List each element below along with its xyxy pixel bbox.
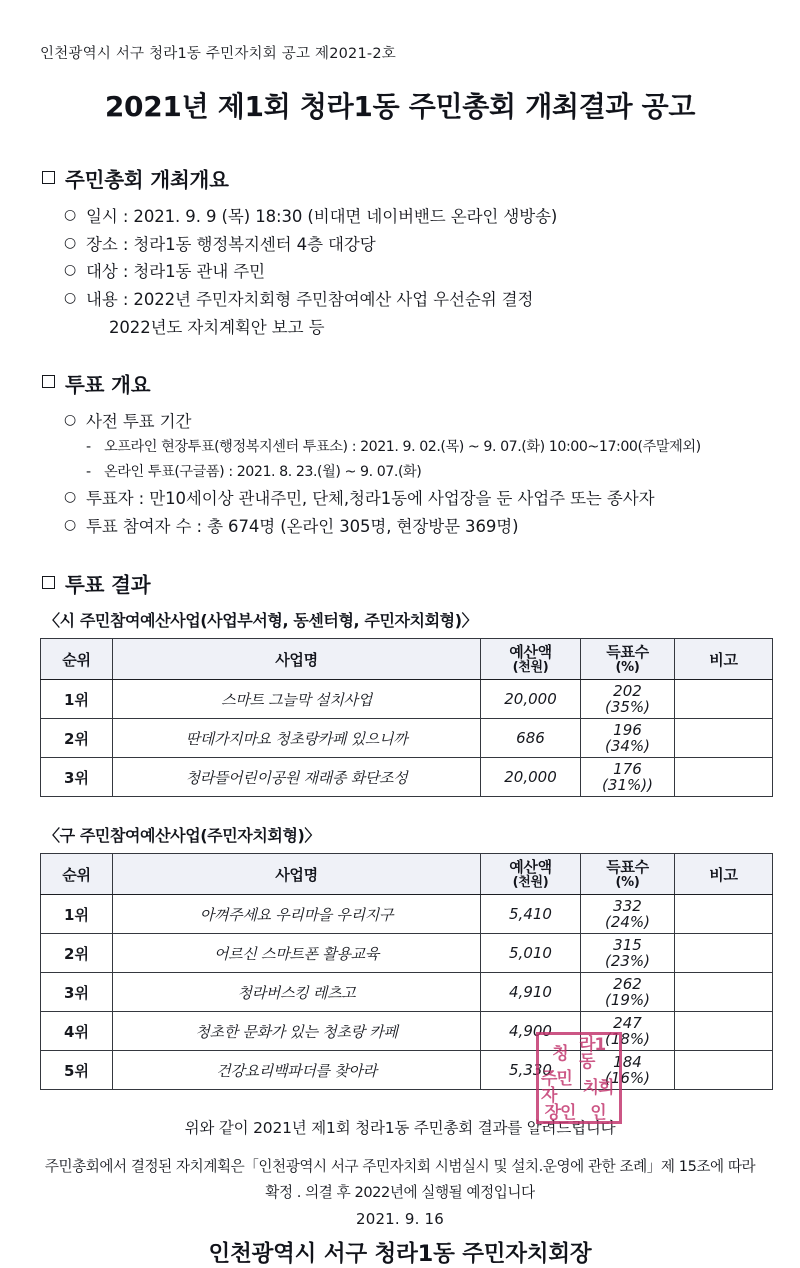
footer-legal-line-2: 확정 . 의결 후 2022년에 실행될 예정입니다 <box>265 1183 535 1201</box>
cell-votes: 332 (24%) <box>581 895 675 934</box>
sub-list-item-label: 온라인 투표(구글폼) : 2021. 8. 23.(월) ~ 9. 07.(화) <box>104 464 422 481</box>
cell-votes: 196 (34%) <box>581 719 675 758</box>
circle-bullet-icon: ○ <box>64 290 77 307</box>
table-row <box>41 1012 773 1051</box>
table-row <box>41 895 773 934</box>
section-heading-label: 투표 결과 <box>65 573 151 598</box>
cell-note <box>675 719 773 758</box>
official-seal-stamp <box>536 1032 622 1124</box>
cell-budget: 5,330 <box>481 1051 581 1090</box>
cell-votes: 315 (23%) <box>581 934 675 973</box>
section-heading-meeting-overview <box>42 163 764 193</box>
circle-bullet-icon: ○ <box>64 489 77 505</box>
circle-bullet-icon: ○ <box>64 234 77 251</box>
list-item <box>64 231 764 259</box>
list-item <box>64 258 764 286</box>
list-item-label: 대상 : 청라1동 관내 주민 <box>86 262 265 282</box>
list-item-label: 일시 : 2021. 9. 9 (목) 18:30 (비대면 네이버밴드 온라인 생방송) <box>86 207 558 226</box>
table-row <box>41 1051 773 1090</box>
list-item-label: 투표자 : 만10세이상 관내주민, 단체,청라1동에 사업장을 둔 사업주 또는 종사자 <box>86 489 655 508</box>
list-item-continuation: 2022년도 자치계획안 보고 등 <box>109 317 325 337</box>
dash-bullet-icon: - <box>86 439 91 456</box>
section-heading-voting-overview <box>42 368 764 398</box>
cell-project-name: 청초한 문화가 있는 청초랑 카페 <box>113 1012 481 1051</box>
table-header-row <box>41 639 773 680</box>
column-header-note: 비고 <box>675 854 773 895</box>
results-table-block-district <box>36 823 764 1090</box>
cell-note <box>675 934 773 973</box>
meeting-overview-list <box>64 203 764 342</box>
column-header-rank: 순위 <box>41 639 113 680</box>
cell-rank: 1위 <box>41 895 113 934</box>
cell-project-name: 딴데가지마요 청초랑카페 있으니까 <box>113 719 481 758</box>
cell-budget: 5,410 <box>481 895 581 934</box>
table-caption: 〈구 주민참여예산사업(주민자치회형)〉 <box>44 826 321 846</box>
cell-budget: 686 <box>481 719 581 758</box>
section-heading-label: 투표 개요 <box>65 372 151 397</box>
cell-budget: 4,910 <box>481 973 581 1012</box>
cell-rank: 3위 <box>41 758 113 797</box>
column-header-note: 비고 <box>675 639 773 680</box>
circle-bullet-icon: ○ <box>64 516 77 533</box>
circle-bullet-icon: ○ <box>64 207 77 223</box>
results-table-city <box>40 638 773 797</box>
column-header-rank: 순위 <box>41 854 113 895</box>
list-item <box>64 485 764 513</box>
cell-rank: 3위 <box>41 973 113 1012</box>
column-header-budget: 예산액 (천원) <box>481 854 581 895</box>
cell-project-name: 어르신 스마트폰 활용교육 <box>113 934 481 973</box>
cell-project-name: 아껴주세요 우리마을 우리지구 <box>113 895 481 934</box>
cell-rank: 4위 <box>41 1012 113 1051</box>
list-item-label: 내용 : 2022년 주민자치회형 주민참여예산 사업 우선순위 결정 <box>86 290 534 310</box>
footer-date: 2021. 9. 16 <box>355 1209 445 1228</box>
column-header-budget: 예산액 (천원) <box>481 639 581 680</box>
seal-char: 인 <box>590 1103 606 1123</box>
footer-signature: 인천광역시 서구 청라1동 주민자치회장 <box>208 1240 592 1267</box>
table-caption: 〈시 주민참여예산사업(사업부서형, 동센터형, 주민자치회형)〉 <box>44 611 478 631</box>
cell-votes: 262 (19%) <box>581 973 675 1012</box>
seal-char: 라1동 <box>579 1035 606 1072</box>
list-item <box>64 408 764 436</box>
sub-list-item-label: 오프라인 현장투표(행정복지센터 투표소) : 2021. 9. 02.(목) ~ 9. 07.(화) 10:00~17:00(주말제외) <box>104 439 701 456</box>
cell-note <box>675 973 773 1012</box>
section-heading-label: 주민총회 개최개요 <box>65 168 229 192</box>
document-number: 인천광역시 서구 청라1동 주민자치회 공고 제2021-2호 <box>40 46 396 62</box>
table-row <box>41 719 773 758</box>
cell-note <box>675 758 773 797</box>
circle-bullet-icon: ○ <box>64 411 77 428</box>
results-table-district <box>40 853 773 1090</box>
footer-legal-line-1: 주민총회에서 결정된 자치계획은「인천광역시 서구 주민자치회 시범실시 및 설치.운영에 관한 조례」제 15조에 따라 <box>44 1158 756 1176</box>
circle-bullet-icon: ○ <box>64 262 77 279</box>
table-row <box>41 680 773 719</box>
section-heading-voting-results <box>42 568 764 598</box>
column-header-name: 사업명 <box>113 854 481 895</box>
cell-rank: 1위 <box>41 680 113 719</box>
cell-project-name: 스마트 그늘막 설치사업 <box>113 680 481 719</box>
cell-note <box>675 1051 773 1090</box>
seal-char: 치회 <box>582 1077 614 1098</box>
seal-char: 주민자 <box>541 1069 572 1106</box>
seal-char: 청 <box>552 1043 568 1064</box>
list-item <box>64 203 764 231</box>
cell-budget: 4,900 <box>481 1012 581 1051</box>
cell-note <box>675 895 773 934</box>
table-row <box>41 934 773 973</box>
table-header-row <box>41 854 773 895</box>
cell-votes: 176 (31%)) <box>581 758 675 797</box>
sub-list-item <box>86 435 764 460</box>
cell-votes: 202 (35%) <box>581 680 675 719</box>
list-item-label: 사전 투표 기간 <box>86 411 192 431</box>
table-row <box>41 758 773 797</box>
cell-rank: 2위 <box>41 719 113 758</box>
cell-note <box>675 680 773 719</box>
cell-project-name: 청라뜰어린이공원 재래종 화단조성 <box>113 758 481 797</box>
cell-votes: 247 (18%) <box>581 1012 675 1051</box>
list-item-label: 장소 : 청라1동 행정복지센터 4층 대강당 <box>86 234 376 254</box>
table-row <box>41 973 773 1012</box>
cell-rank: 5위 <box>41 1051 113 1090</box>
sub-list-item <box>86 460 764 485</box>
results-table-block-city <box>36 608 764 797</box>
list-item <box>64 286 764 314</box>
cell-rank: 2위 <box>41 934 113 973</box>
cell-votes: 184 (16%) <box>581 1051 675 1090</box>
page-title: 2021년 제1회 청라1동 주민총회 개최결과 공고 <box>104 90 696 123</box>
column-header-votes: 득표수 (%) <box>581 639 675 680</box>
footer-lead-text: 위와 같이 2021년 제1회 청라1동 주민총회 결과를 알려드립니다 <box>184 1119 616 1138</box>
voting-overview-list <box>64 408 764 541</box>
square-bullet-icon <box>42 171 55 184</box>
cell-budget: 5,010 <box>481 934 581 973</box>
dash-bullet-icon: - <box>86 464 91 481</box>
column-header-name: 사업명 <box>113 639 481 680</box>
square-bullet-icon <box>42 375 55 388</box>
cell-budget: 20,000 <box>481 680 581 719</box>
cell-budget: 20,000 <box>481 758 581 797</box>
cell-note <box>675 1012 773 1051</box>
list-item-label: 투표 참여자 수 : 총 674명 (온라인 305명, 현장방문 369명) <box>86 516 519 536</box>
cell-project-name: 건강요리백파더를 찾아라 <box>113 1051 481 1090</box>
seal-char: 장인 <box>544 1103 576 1123</box>
document-footer <box>36 1116 764 1267</box>
list-item <box>64 513 764 541</box>
square-bullet-icon <box>42 576 55 589</box>
column-header-votes: 득표수 (%) <box>581 854 675 895</box>
cell-project-name: 청라버스킹 레츠고 <box>113 973 481 1012</box>
